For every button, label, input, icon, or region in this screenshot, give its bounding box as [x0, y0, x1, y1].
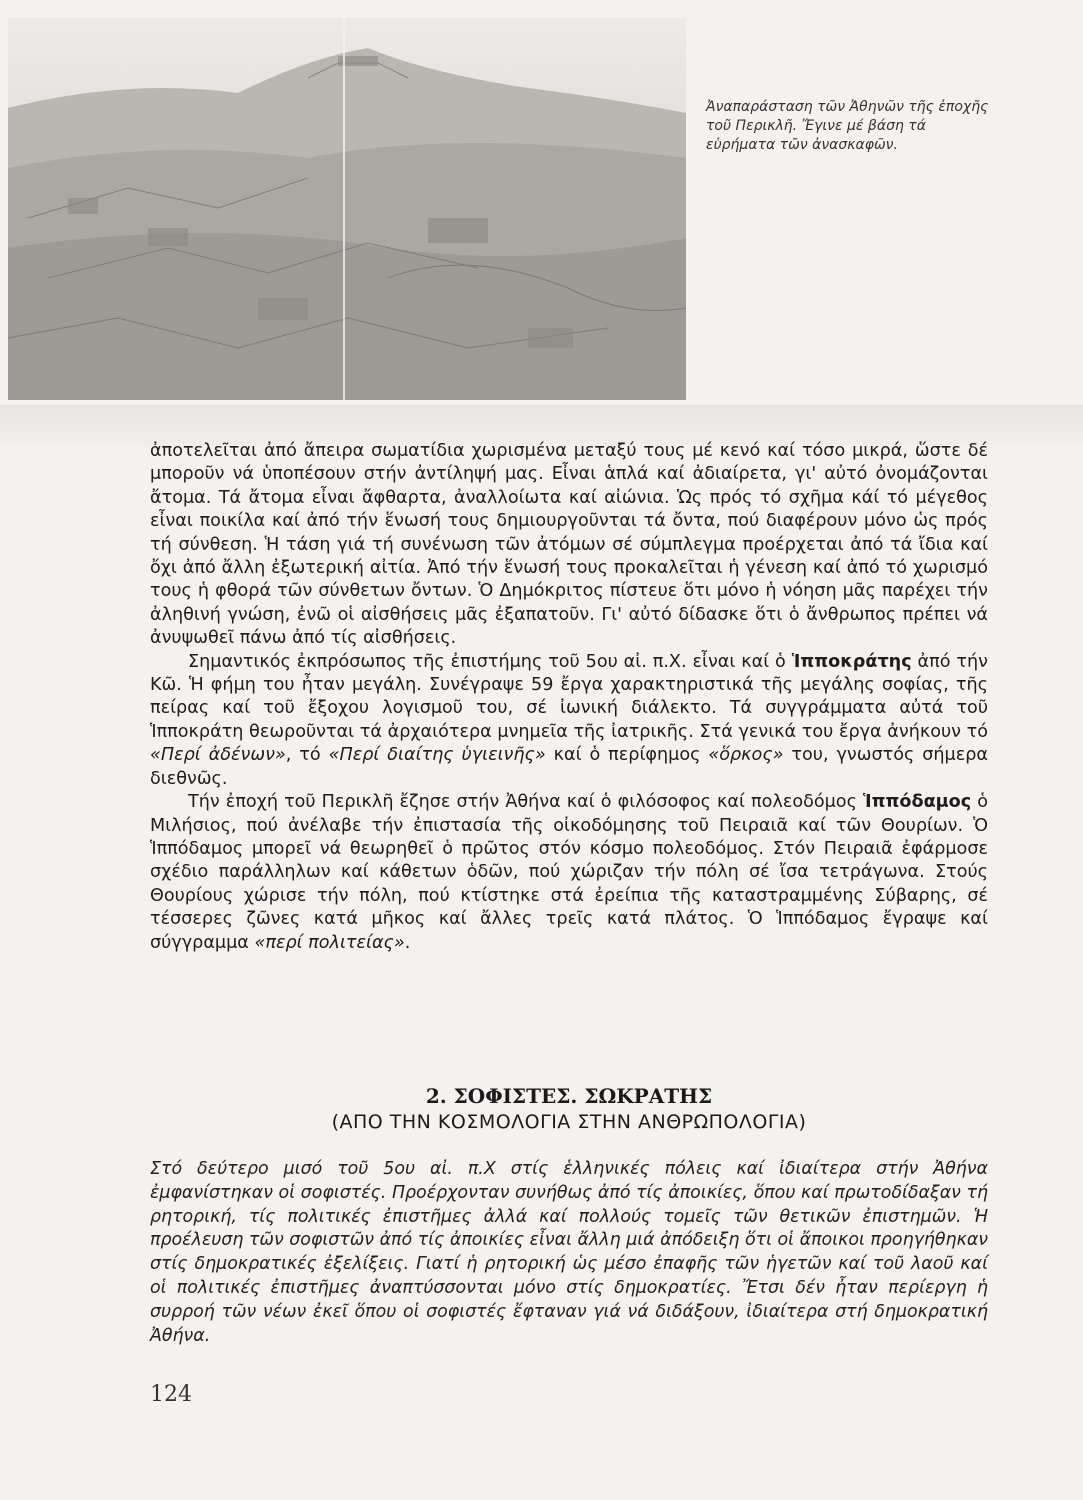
work-title: «Περί διαίτης ὑγιεινῆς»: [328, 745, 546, 766]
name-hippocrates: Ἱπποκράτης: [791, 651, 912, 672]
page-number: 124: [150, 1382, 192, 1407]
text-run: .: [404, 932, 411, 953]
work-title: «ὅρκος»: [708, 745, 784, 766]
paragraph-hippocrates: [150, 651, 988, 791]
text-run: , τό: [285, 745, 329, 766]
athens-reconstruction-image: [8, 18, 686, 400]
paragraph-democritus: ἀποτελεῖται ἀπό ἄπειρα σωματίδια χωρισμένα μεταξύ τους μέ κενό καί τόσο μικρά, ὥστε δέ μποροῦν νά ὑποπέσουν στήν ἀντίληψή μας. Εἶναι ἁπλά καί ἀδιαίρετα, γι' αὐτό ὀνομάζονται ἄτομα. Τά ἄτομα εἶναι ἄφθαρτα, ἀναλλοίωτα καί αἰώνια. Ὡς πρός τό σχῆμα κάί τό μέγεθος εἶναι ποικίλα καί ἀπό τήν ἕνωσή τους δημιουργοῦνται τά ὄντα, πού διαφέρουν μόνο ὡς πρός τή σύνθεση. Ἡ τάση γιά τή συνένωση τῶν ἀτόμων σέ σύμπλεγμα προέρχεται ἀπό τά ἴδια καί ὄχι ἀπό ἄλλη ἐξωτερική αἰτία. Ἀπό τήν ἕνωσή τους προκαλεῖται ἡ γένεση καί ἀπό τό χωρισμό τους ἡ φθορά τῶν σύνθετων ὄντων. Ὁ Δημόκριτος πίστευε ὅτι μόνο ἡ νόηση μᾶς παρέχει τήν ἀληθινή γνώση, ἐνῶ οἱ αἰσθήσεις μᾶς ἐξαπατοῦν. Γι' αὐτό δίδασκε ὅτι ὁ ἄνθρωπος πρέπει νά ἀνυψωθεῖ πάνω ἀπό τίς αἰσθήσεις.: [150, 441, 988, 649]
text-run: Τήν ἐποχή τοῦ Περικλῆ ἔζησε στήν Ἀθήνα καί ὁ φιλόσοφος καί πολεοδόμος: [188, 792, 863, 813]
text-run: καί ὁ περίφημος: [545, 745, 709, 766]
text-run: ὁ Μιλήσιος, πού ἀνέλαβε τήν ἐπιστασία τῆς οἰκοδόμησης τοῦ Πειραιᾶ καί τῶν Θουρίων. Ὁ Ἱππόδαμος μπορεῖ νά θεωρηθεῖ ὁ πρῶτος στόν κόσμο πολεοδόμος. Στόν Πειραιᾶ ἐφάρμοσε σχέδιο παράλληλων καί κάθετων ὁδῶν, πού χώριζαν τήν πόλη σέ ἴσα τετράγωνα. Στούς Θουρίους χώρισε τήν πόλη, πού κτίστηκε στά ἐρείπια τῆς καταστραμμένης Σύβαρης, σέ τέσσερες ζῶνες κατά μῆκος καί ἄλλες τρεῖς κατά πλάτος. Ὁ Ἱππόδαμος ἔγραψε καί σύγγραμμα: [150, 792, 988, 953]
work-title: «Περί ἀδένων»: [150, 745, 286, 766]
text-run: ἀπό τήν Κῶ. Ἡ φήμη του ἦταν μεγάλη. Συνέγραψε 59 ἔργα χαρακτηριστικά τῆς μεγάλης σοφίας, τῆς πείρας καί τοῦ ἔξοχου λογισμοῦ του, σέ ἰωνική διάλεκτο. Τά συγγράμματα αὐτά τοῦ Ἱπποκράτη θεωροῦνται τά ἀρχαιότερα μνημεῖα τῆς ἰατρικῆς. Στά γενικά του ἔργα ἀνήκουν τό: [150, 651, 988, 742]
section-title: 2. ΣΟΦΙΣΤΕΣ. ΣΩΚΡΑΤΗΣ: [425, 1084, 713, 1108]
work-title: «περί πολιτείας»: [254, 932, 405, 953]
figure-caption: Ἀναπαράσταση τῶν Ἀθηνῶν τῆς ἐποχῆς τοῦ Περικλῆ. Ἔγινε μέ βάση τά εὑρήματα τῶν ἀνασκαφῶν.: [706, 99, 989, 153]
text-run: του, γνωστός σήμερα διεθνῶς.: [150, 745, 989, 789]
name-hippodamus: Ἱππόδαμος: [862, 792, 972, 813]
paragraph-hippodamus: [150, 791, 988, 955]
text-run: Σημαντικός ἐκπρόσωπος τῆς ἐπιστήμης τοῦ 5ου αἰ. π.Χ. εἶναι καί ὁ: [188, 651, 792, 672]
section-intro: Στό δεύτερο μισό τοῦ 5ου αἰ. π.Χ στίς ἑλληνικές πόλεις καί ἰδιαίτερα στήν Ἀθήνα ἐμφανίστηκαν οἱ σοφιστές. Προέρχονταν συνήθως ἀπό τίς ἀποικίες, ὅπου καί πρωτοδίδαξαν τή ρητορική, τίς πολιτικές ἐπιστῆμες ἀλλά καί πολλούς τομεῖς τῶν θετικῶν ἐπιστημῶν. Ἡ προέλευση τῶν σοφιστῶν ἀπό τίς ἀποικίες εἶναι ἄλλη μιά ἀπόδειξη ὅτι οἱ ἄποικοι προηγήθηκαν στίς δημοκρατικές ἐξελίξεις. Γιατί ἡ ρητορική ὡς μέσο ἐπαφῆς τῶν ἡγετῶν καί τοῦ λαοῦ καί οἱ πολιτικές ἐπιστῆμες ἀναπτύσσονται μόνο στίς δημοκρατίες. Ἔτσι δέν ἦταν περίεργη ἡ συρροή τῶν νέων ἐκεῖ ὅπου οἱ σοφιστές ἔφταναν γιά νά διδάξουν, ἰδιαίτερα στή δημοκρατική Ἀθήνα.: [150, 1159, 988, 1346]
athens-sketch: [8, 18, 686, 400]
section-heading: [150, 1083, 988, 1135]
section-subtitle: (ΑΠΟ ΤΗΝ ΚΟΣΜΟΛΟΓΙΑ ΣΤΗΝ ΑΝΘΡΩΠΟΛΟΓΙΑ): [331, 1111, 807, 1133]
bleed-through-band: [0, 405, 1083, 445]
main-text: [150, 440, 988, 955]
